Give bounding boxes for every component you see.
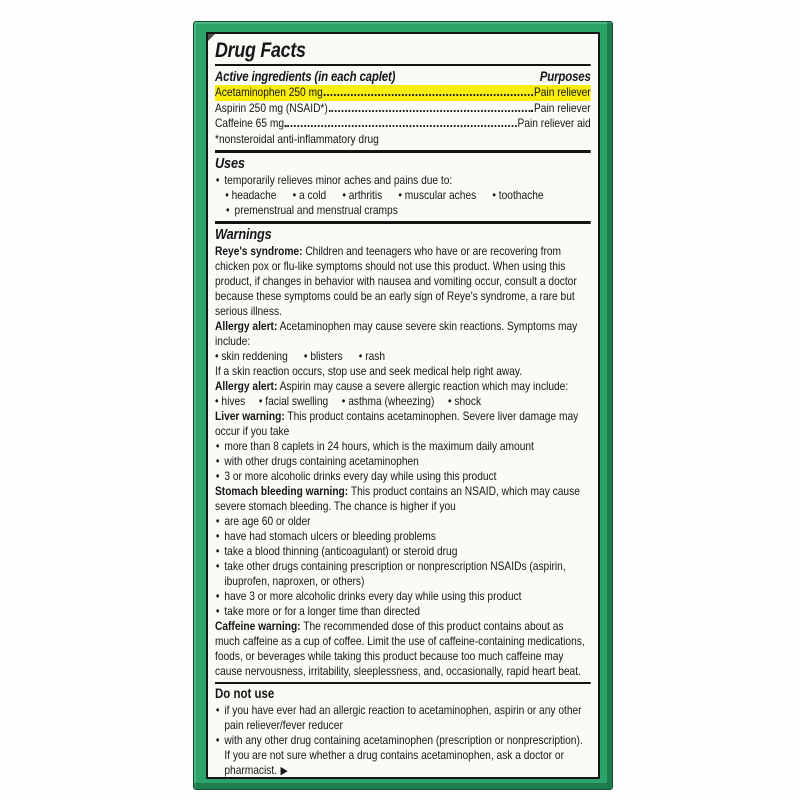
warning-label: Reye's syndrome: bbox=[215, 243, 303, 258]
stomach-bullet bbox=[215, 604, 591, 619]
warning-label: Caffeine warning: bbox=[215, 618, 301, 633]
ingredient-name: Acetaminophen 250 mg bbox=[215, 85, 323, 99]
drug-facts-content bbox=[215, 37, 591, 779]
do-not-use-text: if you have ever had an allergic reaction to acetaminophen, aspirin or any other pain reliever/fever reducer bbox=[224, 702, 582, 732]
do-not-use-text: with any other drug containing acetaminophen (prescription or nonprescription). If you are not sure whether a drug contains acetaminophen, ask a doctor or pharmacist. bbox=[224, 732, 583, 777]
caffeine-warning bbox=[215, 619, 591, 679]
ingredient-purpose: Pain reliever bbox=[534, 100, 591, 115]
allergy-alert-aspirin bbox=[215, 379, 591, 394]
warning-text: Acetaminophen may cause severe skin reactions. Symptoms may include: bbox=[215, 318, 578, 348]
package-front bbox=[193, 21, 613, 790]
liver-bullet bbox=[215, 454, 591, 469]
allergic-reaction-row bbox=[215, 394, 591, 409]
warning-bullet-text: take more or for a longer time than directed bbox=[224, 603, 420, 618]
ingredient-purpose: Pain reliever aid bbox=[517, 116, 591, 130]
stomach-bleeding-warning bbox=[215, 484, 591, 514]
warning-bullet-text: have had stomach ulcers or bleeding problems bbox=[224, 528, 436, 543]
warning-bullet-text: have 3 or more alcoholic drinks every day while using this product bbox=[224, 588, 522, 603]
warning-text: Children and teenagers who have or are recovering from chicken pox or flu-like symptoms should not use this product. When using this product, if changes in behavior with nausea and vomiting occur, consult a doctor because these symptoms could be an early sign of Reye's syndrome, a rare but serious illness. bbox=[215, 243, 577, 318]
active-ingredients-header bbox=[215, 68, 591, 85]
do-not-use-bullet bbox=[215, 703, 591, 733]
do-not-use-heading: Do not use bbox=[215, 685, 275, 701]
symptom-item: • facial swelling bbox=[259, 394, 328, 409]
drug-facts-title: Drug Facts bbox=[215, 39, 306, 62]
ingredient-row-aspirin bbox=[215, 101, 591, 117]
ingredient-purpose: Pain reliever bbox=[534, 85, 591, 99]
do-not-use-section bbox=[215, 684, 591, 780]
liver-bullet bbox=[215, 469, 591, 484]
symptom-item: • hives bbox=[215, 394, 245, 409]
condition-item: • muscular aches bbox=[398, 188, 476, 203]
liver-warning bbox=[215, 409, 591, 439]
nsaid-footnote: *nonsteroidal anti-inflammatory drug bbox=[215, 131, 379, 146]
stomach-bullet bbox=[215, 559, 591, 589]
uses-intro-text: temporarily relieves minor aches and pains due to: bbox=[224, 172, 453, 187]
reyes-syndrome-warning bbox=[215, 244, 591, 319]
symptom-item: • rash bbox=[359, 349, 385, 364]
warnings-section bbox=[215, 224, 591, 682]
uses-conditions-row bbox=[215, 188, 591, 203]
warning-text: The recommended dose of this product contains about as much caffeine as a cup of coffee. Limit the use of caffeine-containing medications, foods, or beverages while taking this product because too much caffeine may cause nervousness, irritability, sleeplessness, and, occasionally, rapid heart beat. bbox=[215, 618, 585, 678]
warning-text: This product contains an NSAID, which may cause severe stomach bleeding. The chance is higher if you bbox=[215, 483, 580, 513]
stomach-bullet bbox=[215, 514, 591, 529]
active-ingredients-section bbox=[215, 66, 591, 150]
dotted-leader bbox=[285, 125, 517, 127]
stomach-bullet bbox=[215, 589, 591, 604]
warning-bullet-text: with other drugs containing acetaminophen bbox=[224, 453, 419, 468]
stomach-bullet bbox=[215, 544, 591, 559]
ingredient-name: Aspirin 250 mg (NSAID*) bbox=[215, 100, 328, 115]
dotted-leader bbox=[324, 94, 534, 96]
warning-label: Allergy alert: bbox=[215, 318, 278, 333]
liver-bullet bbox=[215, 439, 591, 454]
condition-item: • arthritis bbox=[342, 188, 382, 203]
skin-symptoms-row bbox=[215, 349, 591, 364]
warning-bullet-text: are age 60 or older bbox=[224, 513, 311, 528]
continuation-arrow-icon: ▶ bbox=[280, 764, 288, 777]
skin-reaction-note: If a skin reaction occurs, stop use and seek medical help right away. bbox=[215, 363, 523, 378]
uses-cramps-bullet bbox=[225, 203, 591, 218]
ingredient-row-caffeine bbox=[215, 116, 591, 132]
warning-bullet-text: take other drugs containing prescription or nonprescription NSAIDs (aspirin, ibuprofen, naproxen, or others) bbox=[224, 558, 566, 588]
uses-heading: Uses bbox=[215, 154, 245, 172]
warning-bullet-text: 3 or more alcoholic drinks every day while using this product bbox=[224, 468, 497, 483]
symptom-item: • asthma (wheezing) bbox=[342, 394, 435, 409]
purposes-heading: Purposes bbox=[539, 69, 591, 84]
allergy-alert-acetaminophen bbox=[215, 319, 591, 349]
uses-intro-bullet bbox=[215, 173, 591, 188]
do-not-use-bullet bbox=[215, 733, 591, 779]
uses-section bbox=[215, 153, 591, 221]
warning-label: Stomach bleeding warning: bbox=[215, 483, 349, 498]
warnings-heading: Warnings bbox=[215, 225, 272, 243]
active-ingredients-heading: Active ingredients (in each caplet) bbox=[215, 69, 396, 84]
ingredient-row-acetaminophen bbox=[215, 85, 591, 101]
condition-item: • toothache bbox=[492, 188, 543, 203]
symptom-item: • shock bbox=[448, 394, 481, 409]
ingredient-name: Caffeine 65 mg bbox=[215, 116, 284, 130]
condition-item: • headache bbox=[225, 188, 276, 203]
warning-text: Aspirin may cause a severe allergic reaction which may include: bbox=[279, 378, 569, 393]
symptom-item: • skin reddening bbox=[215, 349, 288, 364]
condition-item: premenstrual and menstrual cramps bbox=[234, 202, 398, 217]
symptom-item: • blisters bbox=[304, 349, 343, 364]
stomach-bullet bbox=[215, 529, 591, 544]
warning-bullet-text: more than 8 caplets in 24 hours, which is the maximum daily amount bbox=[224, 438, 534, 453]
warning-label: Liver warning: bbox=[215, 408, 285, 423]
warning-text: This product contains acetaminophen. Severe liver damage may occur if you take bbox=[215, 408, 579, 438]
dotted-leader bbox=[329, 110, 533, 112]
drug-facts-panel bbox=[206, 32, 600, 779]
warning-bullet-text: take a blood thinning (anticoagulant) or steroid drug bbox=[224, 543, 458, 558]
condition-item: • a cold bbox=[293, 188, 327, 203]
warning-label: Allergy alert: bbox=[215, 378, 278, 393]
